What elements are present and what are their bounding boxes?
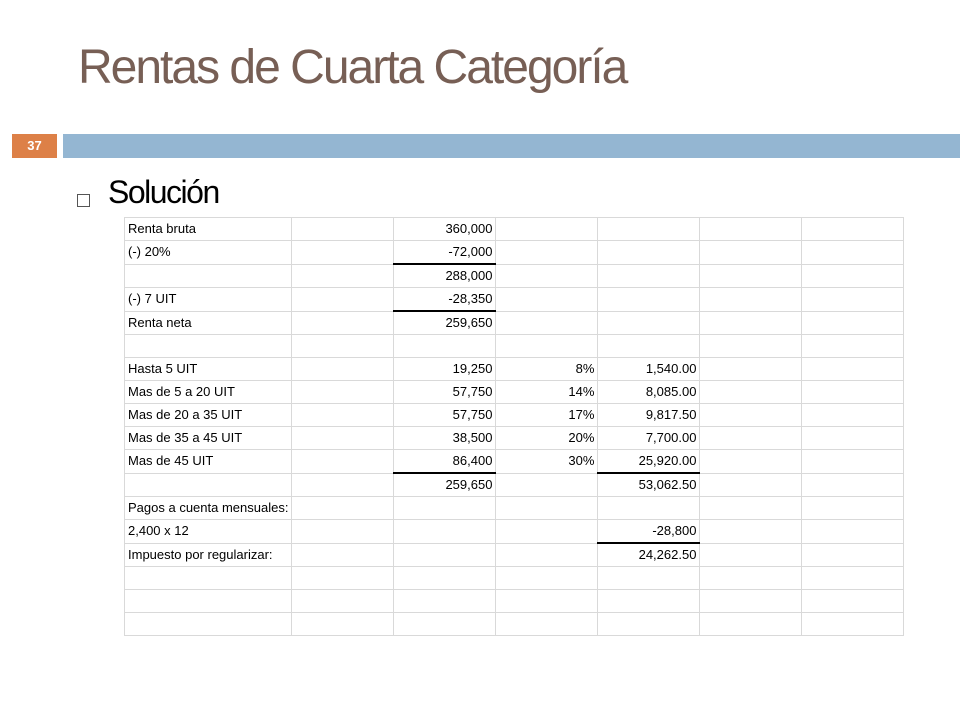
table-cell bbox=[700, 381, 802, 404]
cell-value: 24,262.50 bbox=[638, 547, 697, 562]
table-cell bbox=[700, 358, 802, 381]
cell-value: 19,250 bbox=[452, 361, 493, 376]
table-cell bbox=[598, 450, 700, 474]
table-row bbox=[125, 311, 904, 335]
table-cell bbox=[700, 520, 802, 544]
table-cell bbox=[394, 381, 496, 404]
cell-value: (-) 20% bbox=[128, 244, 171, 260]
table-cell bbox=[292, 218, 394, 241]
table-cell bbox=[394, 543, 496, 567]
table-cell bbox=[700, 497, 802, 520]
table-cell bbox=[125, 473, 292, 497]
table-cell bbox=[598, 311, 700, 335]
table-cell bbox=[292, 381, 394, 404]
table-cell bbox=[496, 335, 598, 358]
table-cell bbox=[292, 264, 394, 288]
table-cell bbox=[598, 218, 700, 241]
table-cell bbox=[802, 335, 904, 358]
table-row bbox=[125, 358, 904, 381]
table-cell bbox=[125, 311, 292, 335]
table-row bbox=[125, 520, 904, 544]
table-row bbox=[125, 335, 904, 358]
table-cell bbox=[292, 358, 394, 381]
cell-value: 25,920.00 bbox=[638, 453, 697, 468]
table-cell bbox=[700, 288, 802, 312]
cell-value: 8,085.00 bbox=[645, 384, 697, 399]
table-row bbox=[125, 288, 904, 312]
table-cell bbox=[598, 473, 700, 497]
cell-value: Renta neta bbox=[128, 314, 192, 330]
cell-value: Mas de 35 a 45 UIT bbox=[128, 430, 243, 445]
table-cell bbox=[802, 311, 904, 335]
spreadsheet-table bbox=[124, 217, 904, 636]
table-cell bbox=[598, 381, 700, 404]
table-cell bbox=[394, 241, 496, 265]
table-cell bbox=[700, 404, 802, 427]
cell-value: 360,000 bbox=[445, 221, 493, 236]
table-cell bbox=[802, 381, 904, 404]
table-cell bbox=[125, 241, 292, 265]
cell-value: 57,750 bbox=[452, 407, 493, 422]
table-cell bbox=[125, 613, 292, 636]
table-cell bbox=[802, 404, 904, 427]
table-cell bbox=[802, 427, 904, 450]
table-row bbox=[125, 404, 904, 427]
table-cell bbox=[394, 613, 496, 636]
table-cell bbox=[802, 473, 904, 497]
table-cell bbox=[125, 335, 292, 358]
table-cell bbox=[394, 450, 496, 474]
table-row bbox=[125, 241, 904, 265]
table-cell bbox=[700, 264, 802, 288]
table-cell bbox=[598, 241, 700, 265]
table-row bbox=[125, 218, 904, 241]
table-cell bbox=[496, 381, 598, 404]
table-cell bbox=[125, 520, 292, 544]
table-cell bbox=[292, 335, 394, 358]
table-cell bbox=[125, 264, 292, 288]
table-cell bbox=[292, 543, 394, 567]
table-cell bbox=[394, 427, 496, 450]
table-cell bbox=[125, 450, 292, 474]
table-cell bbox=[496, 358, 598, 381]
table-cell bbox=[802, 241, 904, 265]
cell-value: 259,650 bbox=[445, 477, 493, 492]
table-cell bbox=[802, 613, 904, 636]
cell-value: Hasta 5 UIT bbox=[128, 361, 198, 376]
table-cell bbox=[496, 543, 598, 567]
table-cell bbox=[700, 590, 802, 613]
cell-value: 20% bbox=[568, 430, 595, 445]
table-cell bbox=[394, 311, 496, 335]
table-cell bbox=[598, 520, 700, 544]
table-cell bbox=[292, 567, 394, 590]
cell-value: -28,350 bbox=[448, 291, 493, 306]
table-cell bbox=[700, 567, 802, 590]
table-row bbox=[125, 473, 904, 497]
table-row bbox=[125, 567, 904, 590]
slide-number: 37 bbox=[12, 134, 57, 158]
table-cell bbox=[394, 358, 496, 381]
table-cell bbox=[394, 567, 496, 590]
table-cell bbox=[125, 567, 292, 590]
table-cell bbox=[292, 497, 394, 520]
cell-value: (-) 7 UIT bbox=[128, 291, 177, 307]
table-cell bbox=[700, 427, 802, 450]
table-cell bbox=[802, 358, 904, 381]
table-cell bbox=[496, 590, 598, 613]
table-cell bbox=[598, 404, 700, 427]
table-cell bbox=[394, 404, 496, 427]
table-cell bbox=[802, 264, 904, 288]
table-cell bbox=[598, 590, 700, 613]
cell-value: 86,400 bbox=[452, 453, 493, 468]
table-row bbox=[125, 427, 904, 450]
table-cell bbox=[125, 543, 292, 567]
table-cell bbox=[598, 288, 700, 312]
table-cell bbox=[125, 358, 292, 381]
table-cell bbox=[598, 567, 700, 590]
table-cell bbox=[496, 404, 598, 427]
cell-value: 7,700.00 bbox=[645, 430, 697, 445]
table-cell bbox=[598, 543, 700, 567]
table-cell bbox=[292, 520, 394, 544]
cell-value: 17% bbox=[568, 407, 595, 422]
table-cell bbox=[700, 335, 802, 358]
slide-title: Rentas de Cuarta Categoría bbox=[78, 41, 627, 94]
table-cell bbox=[802, 450, 904, 474]
table-cell bbox=[700, 613, 802, 636]
cell-value: 8% bbox=[575, 361, 595, 376]
table-cell bbox=[292, 590, 394, 613]
table-cell bbox=[496, 450, 598, 474]
table-cell bbox=[496, 288, 598, 312]
cell-value: 53,062.50 bbox=[638, 477, 697, 492]
table-cell bbox=[496, 264, 598, 288]
table-cell bbox=[802, 543, 904, 567]
table-cell bbox=[394, 218, 496, 241]
table-cell bbox=[700, 473, 802, 497]
cell-value: Mas de 20 a 35 UIT bbox=[128, 407, 243, 422]
table-cell bbox=[700, 241, 802, 265]
table-cell bbox=[700, 311, 802, 335]
cell-value: Mas de 5 a 20 UIT bbox=[128, 384, 235, 399]
cell-value: 30% bbox=[568, 453, 595, 469]
cell-value: 38,500 bbox=[452, 430, 493, 445]
table-cell bbox=[394, 288, 496, 312]
table-row bbox=[125, 613, 904, 636]
table-cell bbox=[802, 497, 904, 520]
table-cell bbox=[292, 450, 394, 474]
table-cell bbox=[802, 218, 904, 241]
table-cell bbox=[802, 590, 904, 613]
table-cell bbox=[125, 590, 292, 613]
table-cell bbox=[802, 288, 904, 312]
cell-value: 1,540.00 bbox=[645, 361, 697, 376]
table-cell bbox=[496, 427, 598, 450]
table-cell bbox=[125, 381, 292, 404]
table-row bbox=[125, 450, 904, 474]
table-cell bbox=[700, 543, 802, 567]
cell-value: Impuesto por regularizar: bbox=[128, 546, 273, 562]
table-cell bbox=[292, 613, 394, 636]
table-cell bbox=[598, 358, 700, 381]
cell-value: Pagos a cuenta mensuales: bbox=[128, 500, 289, 515]
table-cell bbox=[394, 264, 496, 288]
cell-value: 259,650 bbox=[445, 315, 493, 330]
bullet-square-icon bbox=[77, 194, 90, 207]
cell-value: Renta bruta bbox=[128, 221, 196, 236]
table-cell bbox=[598, 613, 700, 636]
cell-value: 9,817.50 bbox=[645, 407, 697, 422]
table-cell bbox=[394, 497, 496, 520]
cell-value: -72,000 bbox=[448, 244, 493, 259]
table-cell bbox=[292, 288, 394, 312]
cell-value: 288,000 bbox=[445, 268, 493, 283]
cell-value: 2,400 x 12 bbox=[128, 523, 189, 539]
table-row bbox=[125, 590, 904, 613]
table-cell bbox=[598, 264, 700, 288]
table-row bbox=[125, 381, 904, 404]
table-cell bbox=[700, 450, 802, 474]
table-cell bbox=[292, 311, 394, 335]
table-cell bbox=[598, 427, 700, 450]
table-cell bbox=[125, 497, 292, 520]
table-cell bbox=[700, 218, 802, 241]
table-row bbox=[125, 497, 904, 520]
table-cell bbox=[125, 288, 292, 312]
table-cell bbox=[802, 520, 904, 544]
cell-value: Mas de 45 UIT bbox=[128, 453, 214, 469]
table-cell bbox=[496, 613, 598, 636]
table-cell bbox=[394, 520, 496, 544]
table-cell bbox=[496, 473, 598, 497]
header-bar bbox=[63, 134, 960, 158]
table-cell bbox=[394, 335, 496, 358]
table-cell bbox=[292, 427, 394, 450]
solution-heading: Solución bbox=[108, 174, 219, 210]
table-cell bbox=[292, 473, 394, 497]
table-cell bbox=[292, 404, 394, 427]
table-cell bbox=[598, 335, 700, 358]
table-cell bbox=[125, 427, 292, 450]
cell-value: 14% bbox=[568, 384, 595, 399]
table-row bbox=[125, 264, 904, 288]
table-cell bbox=[394, 473, 496, 497]
table-cell bbox=[496, 497, 598, 520]
table-cell bbox=[394, 590, 496, 613]
table-cell bbox=[496, 241, 598, 265]
cell-value: -28,800 bbox=[652, 523, 697, 538]
table-cell bbox=[496, 520, 598, 544]
table-cell bbox=[802, 567, 904, 590]
table-row bbox=[125, 543, 904, 567]
table-cell bbox=[496, 311, 598, 335]
table-cell bbox=[496, 567, 598, 590]
table-cell bbox=[292, 241, 394, 265]
table-cell bbox=[598, 497, 700, 520]
table-cell bbox=[125, 218, 292, 241]
table-cell bbox=[496, 218, 598, 241]
cell-value: 57,750 bbox=[452, 384, 493, 399]
table-cell bbox=[125, 404, 292, 427]
